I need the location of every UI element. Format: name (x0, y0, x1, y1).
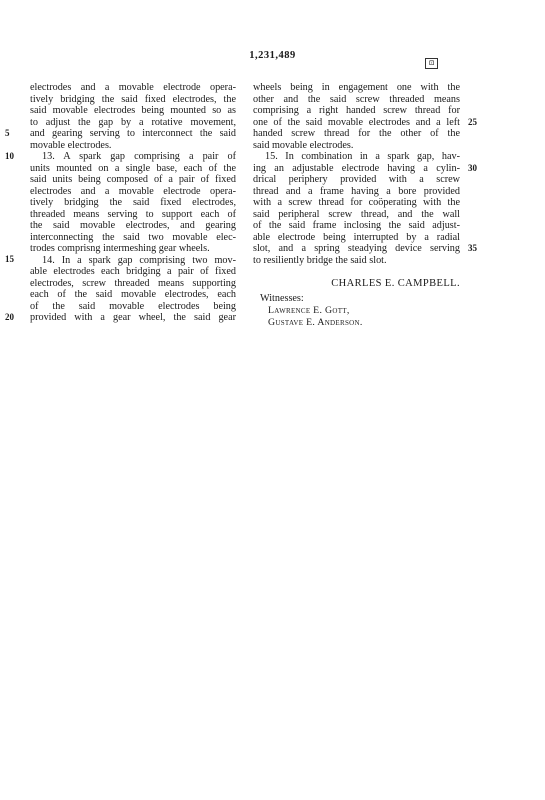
line-number: 15 (5, 254, 14, 264)
text-line: comprising a right handed screw thread for (253, 105, 460, 116)
text-line: 14. In a spark gap comprising two mov- (42, 254, 236, 266)
text-line: to adjust the gap by a rotative movement, (30, 116, 236, 128)
text-line: said peripheral screw thread, and the wall (253, 208, 460, 220)
text-line: slot, and a spring steadying device serving (253, 243, 460, 254)
text-line: 13. A spark gap comprising a pair of (42, 151, 236, 162)
line-number: 35 (468, 243, 477, 253)
text-line: drical periphery provided with a screw (253, 174, 460, 185)
text-line: and gearing serving to interconnect the said (30, 128, 236, 139)
text-line: the said movable electrodes, and gearing (30, 220, 236, 231)
page-number: 1,231,489 (249, 50, 296, 61)
text-line: other and the said screw threaded means (253, 93, 460, 105)
text-line: wheels being in engagement one with the (253, 82, 460, 93)
signature: CHARLES E. CAMPBELL. (331, 278, 460, 289)
text-line: thread and a frame having a bore provided (253, 185, 460, 197)
text-line: provided with a gear wheel, the said gear (30, 312, 236, 323)
line-number: 30 (468, 163, 477, 173)
text-line: tively bridging the said fixed electrodes, (30, 197, 236, 208)
text-line: of the said frame inclosing the said adjust- (253, 220, 460, 231)
witness-name: Gustave E. Anderson. (268, 317, 363, 328)
text-line: with a screw thread for coöperating with the (253, 197, 460, 208)
text-line: handed screw thread for the other of the (253, 128, 460, 139)
text-line: able electrodes each bridging a pair of fixed (30, 266, 236, 277)
line-number: 10 (5, 151, 14, 161)
text-line: electrodes, screw threaded means supporting (30, 277, 236, 289)
text-line: one of the said movable electrodes and a left (253, 116, 460, 128)
text-line: threaded means serving to support each of (30, 208, 236, 220)
left-column (30, 82, 236, 324)
line-number: 25 (468, 117, 477, 127)
line-number: 5 (5, 128, 10, 138)
right-column (253, 82, 460, 266)
text-line: said movable electrodes being mounted so as (30, 105, 236, 116)
text-line: each of the said movable electrodes, each (30, 289, 236, 300)
text-line: of the said movable electrodes being (30, 300, 236, 312)
text-line: movable electrodes. (30, 139, 112, 151)
patent-mark-icon: ⊡ (425, 58, 438, 69)
text-line: said movable electrodes. (253, 139, 354, 151)
text-line: ing an adjustable electrode having a cylin- (253, 162, 460, 174)
witnesses-label: Witnesses: (260, 293, 304, 304)
text-line: electrodes and a movable electrode opera- (30, 82, 236, 93)
text-line: 15. In combination in a spark gap, hav- (265, 151, 460, 162)
text-line: units mounted on a single base, each of the (30, 162, 236, 174)
text-line: interconnecting the said two movable elec- (30, 231, 236, 243)
witness-name: Lawrence E. Gott, (268, 305, 350, 316)
text-line: tively bridging the said fixed electrodes, the (30, 93, 236, 105)
text-line: to resiliently bridge the said slot. (253, 254, 387, 266)
text-line: electrodes and a movable electrode opera- (30, 185, 236, 197)
text-line: able electrode being interrupted by a radial (253, 231, 460, 243)
text-line: trodes comprisng intermeshing gear wheels. (30, 243, 210, 254)
text-line: said units being composed of a pair of fixed (30, 174, 236, 185)
line-number: 20 (5, 312, 14, 322)
